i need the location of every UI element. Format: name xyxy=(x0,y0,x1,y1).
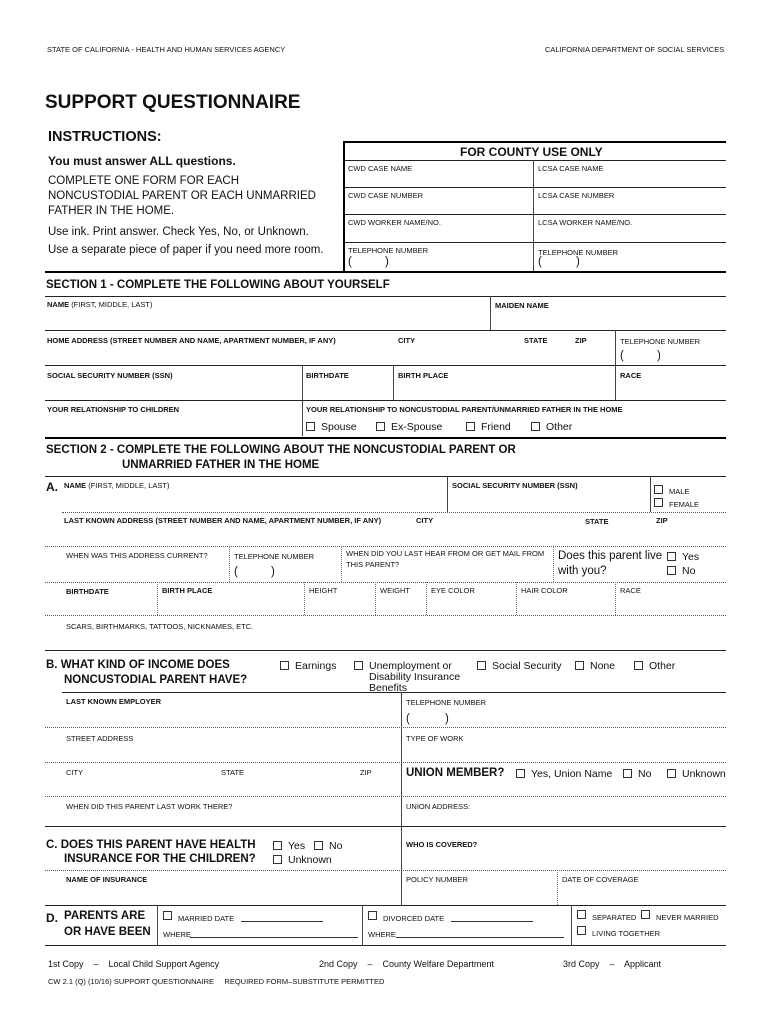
social-security-checkbox[interactable] xyxy=(477,661,486,670)
social-security-label: Social Security xyxy=(492,660,562,672)
s2a-name-label: NAME (FIRST, MIDDLE, LAST) xyxy=(64,481,170,490)
paren-close: ) xyxy=(271,566,275,578)
employer-city-label: CITY xyxy=(66,768,84,777)
cwd-case-name-label: CWD CASE NAME xyxy=(348,164,413,173)
s1-maiden-label: MAIDEN NAME xyxy=(495,301,549,310)
s1-address-label: HOME ADDRESS (STREET NUMBER AND NAME, APARTMENT NUMBER, IF ANY) xyxy=(47,336,336,345)
paren-open: ( xyxy=(538,256,542,268)
other-relationship-label: Other xyxy=(546,421,573,433)
section-1-title: SECTION 1 - COMPLETE THE FOLLOWING ABOUT YOURSELF xyxy=(46,279,390,291)
form-number: CW 2.1 (Q) (10/16) SUPPORT QUESTIONNAIRE REQUIRED FORM–SUBSTITUTE PERMITTED xyxy=(48,977,385,986)
parents-are-question: PARENTS ARE xyxy=(64,910,146,922)
lives-yes-checkbox[interactable] xyxy=(667,552,676,561)
divider xyxy=(45,905,726,906)
divider xyxy=(615,582,616,615)
paren-open: ( xyxy=(620,350,624,362)
eye-color-label: EYE COLOR xyxy=(431,586,475,595)
divider xyxy=(302,400,303,436)
cwd-worker-label: CWD WORKER NAME/NO. xyxy=(348,218,441,227)
hair-color-label: HAIR COLOR xyxy=(521,586,568,595)
divider xyxy=(45,945,726,946)
other-income-checkbox[interactable] xyxy=(634,661,643,670)
married-date-line[interactable] xyxy=(241,921,323,922)
divider xyxy=(45,826,726,827)
divider xyxy=(45,546,726,547)
lives-yes-label: Yes xyxy=(682,551,700,563)
divorced-checkbox[interactable] xyxy=(368,911,377,920)
divider xyxy=(557,870,558,905)
divider xyxy=(343,160,726,161)
divider xyxy=(343,214,726,215)
divider xyxy=(157,905,158,945)
union-unknown-label: Unknown xyxy=(682,768,726,780)
divider xyxy=(516,582,517,615)
divider xyxy=(490,296,491,330)
section-divider xyxy=(45,271,726,273)
s2a-telephone-label: TELEPHONE NUMBER xyxy=(234,552,315,561)
union-no-checkbox[interactable] xyxy=(623,769,632,778)
divider xyxy=(229,546,230,582)
s1-city-label: CITY xyxy=(398,336,416,345)
s2a-birthplace-label: BIRTH PLACE xyxy=(162,586,213,595)
divider xyxy=(650,476,651,512)
instructions-line: FATHER IN THE HOME. xyxy=(48,205,175,217)
street-address-label: STREET ADDRESS xyxy=(66,734,134,743)
s1-name-label: NAME (FIRST, MIDDLE, LAST) xyxy=(47,300,153,309)
instructions-heading: INSTRUCTIONS: xyxy=(48,129,162,145)
divorced-date-line[interactable] xyxy=(451,921,533,922)
instructions-line: Use ink. Print answer. Check Yes, No, or Unknown. xyxy=(48,226,309,238)
employer-label: LAST KNOWN EMPLOYER xyxy=(66,697,161,706)
income-question-cont: NONCUSTODIAL PARENT HAVE? xyxy=(64,674,248,686)
s2a-race-label: RACE xyxy=(620,586,641,595)
divorced-where-label: WHERE xyxy=(368,930,396,939)
last-heard-label-cont: THIS PARENT? xyxy=(346,560,400,569)
employer-telephone-label: TELEPHONE NUMBER xyxy=(406,698,487,707)
s2a-state-label: STATE xyxy=(585,517,609,526)
spouse-checkbox[interactable] xyxy=(306,422,315,431)
insurance-yes-label: Yes xyxy=(288,840,306,852)
married-date-label: MARRIED DATE xyxy=(178,914,235,923)
divider xyxy=(45,476,726,477)
section-2-title: SECTION 2 - COMPLETE THE FOLLOWING ABOUT THE NONCUSTODIAL PARENT OR xyxy=(46,444,516,456)
separated-checkbox[interactable] xyxy=(577,910,586,919)
agency-name: STATE OF CALIFORNIA - HEALTH AND HUMAN SERVICES AGENCY xyxy=(47,45,286,54)
union-address-label: UNION ADDRESS: xyxy=(406,802,471,811)
ex-spouse-checkbox[interactable] xyxy=(376,422,385,431)
never-married-checkbox[interactable] xyxy=(641,910,650,919)
county-box-top xyxy=(343,141,726,143)
s1-ssn-label: SOCIAL SECURITY NUMBER (SSN) xyxy=(47,371,173,380)
divider xyxy=(304,582,305,615)
section-divider xyxy=(45,437,726,439)
cwd-telephone-label: TELEPHONE NUMBER xyxy=(348,246,429,255)
instructions-line: NONCUSTODIAL PARENT OR EACH UNMARRIED xyxy=(48,190,316,202)
none-income-label: None xyxy=(590,660,616,672)
s1-state-label: STATE xyxy=(524,336,548,345)
divider xyxy=(615,365,616,400)
paren-close: ) xyxy=(576,256,580,268)
coverage-date-label: DATE OF COVERAGE xyxy=(562,875,639,884)
employer-state-label: STATE xyxy=(221,768,245,777)
s2a-zip-label: ZIP xyxy=(656,516,668,525)
ex-spouse-label: Ex-Spouse xyxy=(391,421,443,433)
paren-close: ) xyxy=(385,256,389,268)
unemployment-label: Unemployment or xyxy=(369,660,452,672)
union-no-label: No xyxy=(638,768,652,780)
divider xyxy=(393,365,394,400)
divider xyxy=(62,512,726,513)
policy-number-label: POLICY NUMBER xyxy=(406,875,468,884)
divider xyxy=(553,546,554,582)
insurance-unknown-checkbox[interactable] xyxy=(273,855,282,864)
male-label: MALE xyxy=(669,487,690,496)
insurance-question: C. DOES THIS PARENT HAVE HEALTH xyxy=(46,839,256,851)
divider xyxy=(45,796,726,797)
divider xyxy=(45,615,726,616)
divider xyxy=(45,870,726,871)
earnings-checkbox[interactable] xyxy=(280,661,289,670)
divider xyxy=(45,400,726,401)
unemployment-label-cont: Disability Insurance xyxy=(369,671,461,683)
unemployment-label-cont: Benefits xyxy=(369,682,407,694)
insurance-no-label: No xyxy=(329,840,343,852)
county-use-title: FOR COUNTY USE ONLY xyxy=(460,145,603,159)
divider xyxy=(343,242,726,243)
union-unknown-checkbox[interactable] xyxy=(667,769,676,778)
divider xyxy=(571,905,572,945)
parents-are-question-cont: OR HAVE BEEN xyxy=(64,926,151,938)
last-work-label: WHEN DID THIS PARENT LAST WORK THERE? xyxy=(66,802,233,811)
living-together-label: LIVING TOGETHER xyxy=(592,929,661,938)
paren-open: ( xyxy=(348,256,352,268)
employer-zip-label: ZIP xyxy=(360,768,372,777)
lcsa-worker-label: LCSA WORKER NAME/NO. xyxy=(538,218,633,227)
insurance-unknown-label: Unknown xyxy=(288,854,332,866)
friend-checkbox[interactable] xyxy=(466,422,475,431)
part-a-letter: A. xyxy=(46,480,58,494)
s2a-address-label: LAST KNOWN ADDRESS (STREET NUMBER AND NAME, APARTMENT NUMBER, IF ANY) xyxy=(64,516,382,525)
divider xyxy=(375,582,376,615)
instructions-line: COMPLETE ONE FORM FOR EACH xyxy=(48,175,240,187)
lcsa-case-number-label: LCSA CASE NUMBER xyxy=(538,191,615,200)
friend-label: Friend xyxy=(481,421,511,433)
divorced-date-label: DIVORCED DATE xyxy=(383,914,445,923)
instructions-line: Use a separate piece of paper if you need more room. xyxy=(48,244,324,256)
department-name: CALIFORNIA DEPARTMENT OF SOCIAL SERVICES xyxy=(545,45,725,54)
divider xyxy=(45,296,726,297)
s1-birthdate-label: BIRTHDATE xyxy=(306,371,349,380)
divider xyxy=(45,582,726,583)
divider xyxy=(45,727,726,728)
paren-close: ) xyxy=(445,713,449,725)
who-covered-label: WHO IS COVERED? xyxy=(406,840,478,849)
lives-no-label: No xyxy=(682,565,696,577)
divider xyxy=(401,692,402,826)
s1-rel-children-label: YOUR RELATIONSHIP TO CHILDREN xyxy=(47,405,180,414)
earnings-label: Earnings xyxy=(295,660,337,672)
male-checkbox[interactable] xyxy=(654,485,663,494)
last-heard-label: WHEN DID YOU LAST HEAR FROM OR GET MAIL FROM xyxy=(346,549,545,558)
instructions-line: You must answer ALL questions. xyxy=(48,154,236,168)
when-current-label: WHEN WAS THIS ADDRESS CURRENT? xyxy=(66,551,208,560)
part-d-letter: D. xyxy=(46,911,58,925)
married-where-line[interactable] xyxy=(190,937,358,938)
lives-with-you-question: Does this parent live xyxy=(558,550,663,562)
other-relationship-checkbox[interactable] xyxy=(531,422,540,431)
divider xyxy=(362,905,363,945)
divorced-where-line[interactable] xyxy=(396,937,564,938)
s1-telephone-label: TELEPHONE NUMBER xyxy=(620,337,701,346)
married-checkbox[interactable] xyxy=(163,911,172,920)
copy-1-distribution: 1st Copy – Local Child Support Agency xyxy=(48,959,220,969)
scars-label: SCARS, BIRTHMARKS, TATTOOS, NICKNAMES, ETC. xyxy=(66,622,254,631)
other-income-label: Other xyxy=(649,660,676,672)
insurance-no-checkbox[interactable] xyxy=(314,841,323,850)
divider xyxy=(343,187,726,188)
s2a-ssn-label: SOCIAL SECURITY NUMBER (SSN) xyxy=(452,481,578,490)
s1-race-label: RACE xyxy=(620,371,642,380)
none-income-checkbox[interactable] xyxy=(575,661,584,670)
income-question: B. WHAT KIND OF INCOME DOES xyxy=(46,659,230,671)
section-2-title-cont: UNMARRIED FATHER IN THE HOME xyxy=(122,459,320,471)
page-title: SUPPORT QUESTIONNAIRE xyxy=(45,92,301,113)
union-yes-label: Yes, Union Name xyxy=(531,768,613,780)
female-checkbox[interactable] xyxy=(654,498,663,507)
paren-close: ) xyxy=(657,350,661,362)
type-of-work-label: TYPE OF WORK xyxy=(406,734,464,743)
copy-2-distribution: 2nd Copy – County Welfare Department xyxy=(319,959,494,969)
divider xyxy=(401,826,402,905)
s2a-birthdate-label: BIRTHDATE xyxy=(66,587,109,596)
divider xyxy=(447,476,448,512)
lives-no-checkbox[interactable] xyxy=(667,566,676,575)
paren-open: ( xyxy=(234,566,238,578)
divider xyxy=(45,650,726,651)
union-yes-checkbox[interactable] xyxy=(516,769,525,778)
copy-3-distribution: 3rd Copy – Applicant xyxy=(563,959,662,969)
unemployment-checkbox[interactable] xyxy=(354,661,363,670)
lives-with-you-question-cont: with you? xyxy=(558,565,607,577)
lcsa-telephone-label: TELEPHONE NUMBER xyxy=(538,248,619,257)
s2a-city-label: CITY xyxy=(416,516,434,525)
divider xyxy=(302,365,303,400)
union-member-question: UNION MEMBER? xyxy=(406,767,505,779)
divider xyxy=(62,692,726,693)
insurance-question-cont: INSURANCE FOR THE CHILDREN? xyxy=(64,853,256,865)
divider xyxy=(426,582,427,615)
insurance-name-label: NAME OF INSURANCE xyxy=(66,875,148,884)
female-label: FEMALE xyxy=(669,500,700,509)
living-together-checkbox[interactable] xyxy=(577,926,586,935)
s1-birthplace-label: BIRTH PLACE xyxy=(398,371,449,380)
s1-rel-parent-label: YOUR RELATIONSHIP TO NONCUSTODIAL PARENT/UNMARRIED FATHER IN THE HOME xyxy=(306,405,623,414)
never-married-label: NEVER MARRIED xyxy=(656,913,719,922)
cwd-case-number-label: CWD CASE NUMBER xyxy=(348,191,424,200)
divider xyxy=(533,160,534,272)
spouse-label: Spouse xyxy=(321,421,357,433)
divider xyxy=(45,330,726,331)
height-label: HEIGHT xyxy=(309,586,338,595)
divider xyxy=(45,365,726,366)
divider xyxy=(615,330,616,365)
paren-open: ( xyxy=(406,713,410,725)
weight-label: WEIGHT xyxy=(380,586,410,595)
married-where-label: WHERE xyxy=(163,930,191,939)
lcsa-case-name-label: LCSA CASE NAME xyxy=(538,164,604,173)
separated-label: SEPARATED xyxy=(592,913,637,922)
divider xyxy=(45,762,726,763)
s1-zip-label: ZIP xyxy=(575,336,587,345)
divider xyxy=(341,546,342,582)
insurance-yes-checkbox[interactable] xyxy=(273,841,282,850)
divider xyxy=(157,582,158,615)
